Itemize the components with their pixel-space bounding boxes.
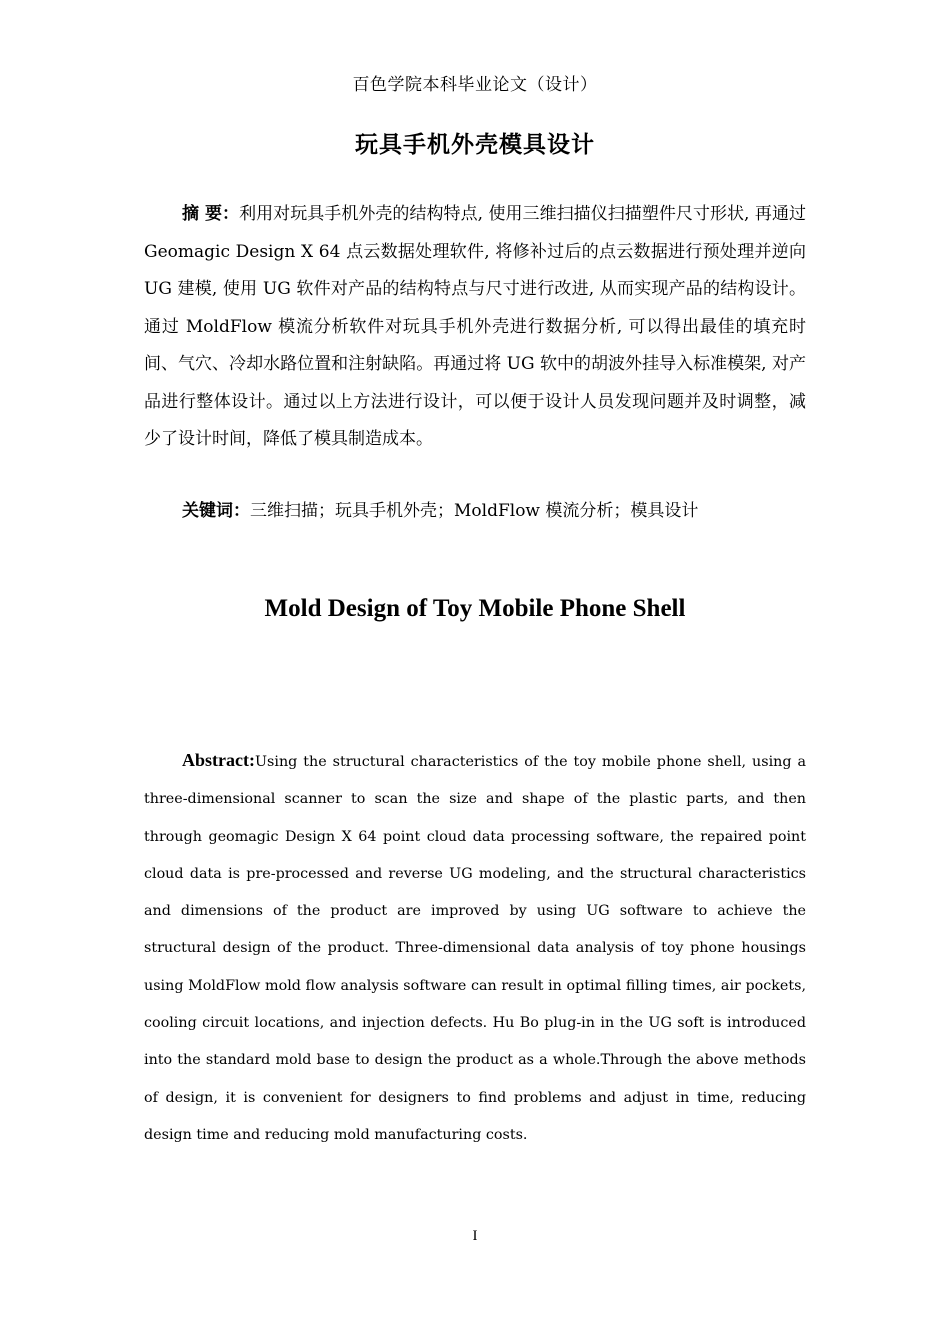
chinese-title: 玩具手机外壳模具设计 — [355, 132, 595, 158]
chinese-abstract-label: 摘 要： — [182, 204, 240, 224]
chinese-abstract — [144, 196, 806, 459]
english-title: Mold Design of Toy Mobile Phone Shell — [264, 595, 686, 622]
english-abstract-colon: : — [248, 750, 255, 770]
chinese-keywords-label: 关键词： — [182, 501, 250, 521]
chinese-keywords — [144, 493, 806, 531]
running-header: 百色学院本科毕业论文（设计） — [352, 75, 598, 95]
page-number: I — [472, 1228, 478, 1244]
chinese-abstract-text: 利用对玩具手机外壳的结构特点, 使用三维扫描仪扫描塑件尺寸形状, 再通过 Geomagic Design X 64 点云数据处理软件, 将修补过后的点云数据进行预处理并逆向 UG 建模, 使用 UG 软件对产品的结构特点与尺寸进行改进, 从而实现产品的结构设计。通过 MoldFlow 模流分析软件对玩具手机外壳进行数据分析, 可以得出最佳的填充时间、气穴、冷却水路位置和注射缺陷。再通过将 UG 软中的胡波外挂导入标准模架, 对产品进行整体设计。通过以上方法进行设计，可以便于设计人员发现问题并及时调整，减少了设计时间，降低了模具制造成本。 — [144, 204, 806, 449]
english-abstract — [144, 742, 806, 1154]
english-abstract-label: Abstract — [182, 750, 249, 770]
chinese-keywords-text: 三维扫描；玩具手机外壳；MoldFlow 模流分析；模具设计 — [250, 501, 699, 521]
english-abstract-text: Using the structural characteristics of the toy mobile phone shell, using a three-dimensional scanner to scan the size and shape of the plastic parts, and then through geomagic Design X 64 point cloud data processing software, the repaired point cloud data is pre-processed and reverse UG modeling, and the structural characteristics and dimensions of the product are improved by using UG software to achieve the structural design of the product. Three-dimensional data analysis of toy phone housings using MoldFlow mold flow analysis software can result in optimal filling times, air pockets, cooling circuit locations, and injection defects. Hu Bo plug-in in the UG soft is introduced into the standard mold base to design the product as a whole.Through the above methods of design, it is convenient for designers to find problems and adjust in time, reducing design time and reducing mold manufacturing costs. — [144, 754, 806, 1143]
